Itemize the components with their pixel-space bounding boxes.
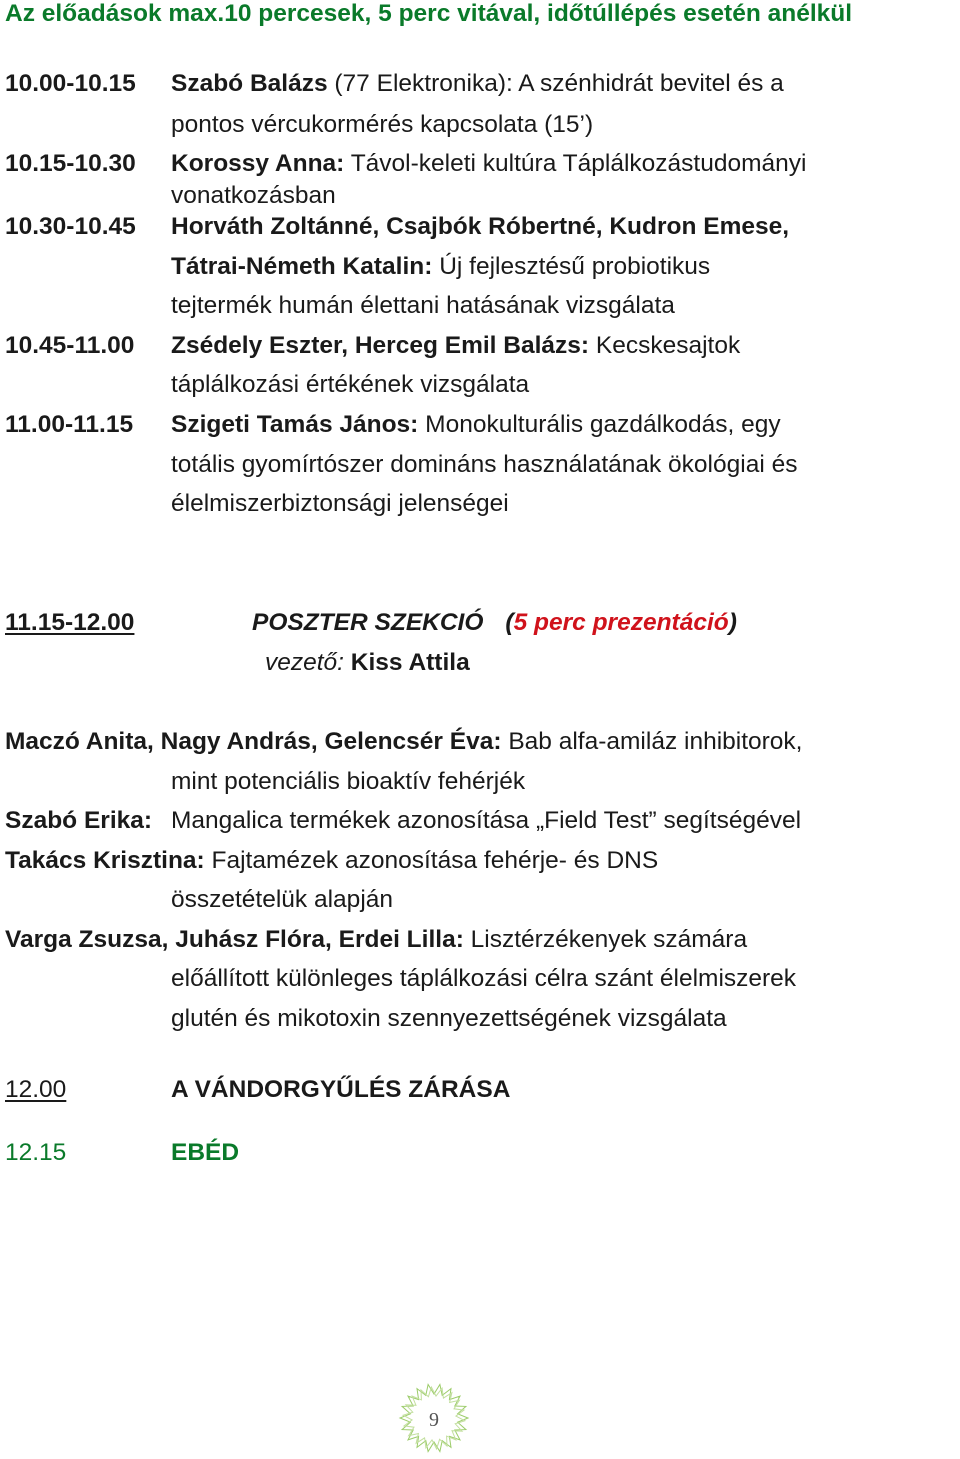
talk-speakers: Horváth Zoltánné, Csajbók Róbertné, Kudron Emese, [171, 213, 790, 240]
chair-name: Kiss Attila [344, 649, 470, 676]
poster-title-text: Fajtamézek azonosítása fehérje- és DNS [204, 847, 659, 874]
poster-item [5, 728, 802, 756]
talk-title-cont: pontos vércukormérés kapcsolata (15’) [171, 111, 594, 138]
poster-speakers: Varga Zsuzsa, Juhász Flóra, Erdei Lilla: [5, 926, 464, 953]
poster-speakers: Maczó Anita, Nagy András, Gelencsér Éva: [5, 728, 502, 755]
poster-title-text: Mangalica termékek azonosítása „Field Test” segítségével [171, 807, 802, 834]
talk-line [171, 253, 710, 281]
talk-line [171, 70, 784, 98]
poster-time: 11.15-12.00 [5, 609, 135, 636]
poster-note: 5 perc prezentáció [513, 609, 729, 636]
poster-chair [265, 649, 470, 677]
talk-speakers: Zsédely Eszter, Herceg Emil Balázs: [171, 332, 590, 359]
poster-title-cont: mint potenciális bioaktív fehérjék [171, 768, 526, 795]
poster-speakers: Takács Krisztina: [5, 847, 205, 874]
talk-title: A szénhidrát bevitel és a [518, 70, 784, 97]
talk-title-cont: totális gyomírtószer domináns használatának ökológiai és [171, 451, 798, 478]
talk-time: 10.45-11.00 [5, 332, 135, 359]
poster-title-text: Bab alfa-amiláz inhibitorok, [501, 728, 803, 755]
chair-label: vezető: [265, 649, 344, 676]
talk-title: Monokulturális gazdálkodás, egy [418, 411, 781, 438]
poster-paren: ) [728, 609, 737, 636]
talk-title-cont: táplálkozási értékének vizsgálata [171, 371, 530, 398]
lunch-label: EBÉD [171, 1139, 240, 1166]
poster-title-cont: glutén és mikotoxin szennyezettségének vizsgálata [171, 1005, 727, 1032]
poster-paren: ( [505, 609, 514, 636]
poster-title-cont: összetételük alapján [171, 886, 394, 913]
talk-title-cont: vonatkozásban [171, 182, 336, 209]
talk-title-cont: tejtermék humán élettani hatásának vizsgálata [171, 292, 675, 319]
talk-title: Új fejlesztésű probiotikus [432, 253, 711, 280]
page-number: 9 [429, 1409, 439, 1431]
talk-line [171, 332, 740, 360]
page-number-badge [398, 1382, 470, 1454]
closing-time: 12.00 [5, 1076, 67, 1103]
talk-speakers: Korossy Anna: [171, 150, 345, 177]
talk-time: 10.15-10.30 [5, 150, 136, 177]
poster-title-text: Lisztérzékenyek számára [463, 926, 748, 953]
talk-line [171, 150, 806, 178]
talk-title: Távol-keleti kultúra Táplálkozástudományi [344, 150, 807, 177]
talk-speakers: Szigeti Tamás János: [171, 411, 419, 438]
talk-line [171, 411, 781, 439]
header-notice: Az előadások max.10 percesek, 5 perc vitával, időtúllépés esetén anélkül [5, 0, 853, 27]
poster-item [5, 847, 658, 875]
poster-item [5, 926, 747, 954]
talk-speakers: Szabó Balázs [171, 70, 328, 97]
poster-heading [252, 609, 737, 637]
closing-label: A VÁNDORGYŰLÉS ZÁRÁSA [171, 1076, 511, 1103]
talk-title: Kecskesajtok [589, 332, 741, 359]
talk-speakers: Tátrai-Németh Katalin: [171, 253, 433, 280]
talk-affiliation: (77 Elektronika): [327, 70, 519, 97]
page-badge-icon [398, 1382, 470, 1454]
talk-title-cont: élelmiszerbiztonsági jelenségei [171, 490, 509, 517]
poster-speakers: Szabó Erika: [5, 807, 153, 834]
talk-time: 11.00-11.15 [5, 411, 134, 438]
poster-title: POSZTER SZEKCIÓ [252, 609, 484, 636]
poster-title-cont: előállított különleges táplálkozási célra szánt élelmiszerek [171, 965, 797, 992]
talk-time: 10.00-10.15 [5, 70, 136, 97]
lunch-time: 12.15 [5, 1139, 67, 1166]
talk-time: 10.30-10.45 [5, 213, 136, 240]
